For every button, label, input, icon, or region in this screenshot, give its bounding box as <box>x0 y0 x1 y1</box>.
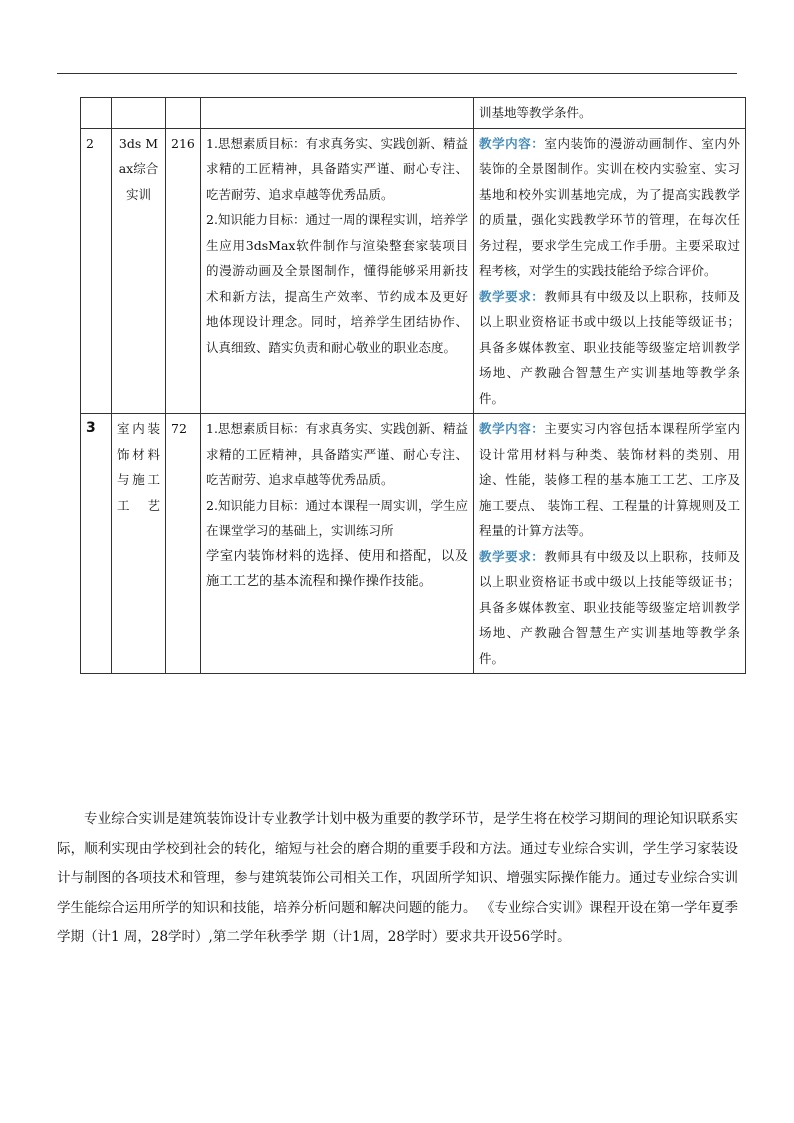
teaching-content <box>479 131 740 284</box>
goal-line: 1.思想素质目标：有求真务实、实践创新、精益求精的工匠精神，具备踏实严谨、耐心专注、吃苦耐劳、追求卓越等优秀品质。 <box>206 421 468 487</box>
course-name-cell <box>112 98 166 129</box>
course-goal-cell <box>201 414 474 674</box>
course-no-cell: 3 <box>81 414 112 674</box>
goal-line: 学室内装饰材料的选择、使用和搭配，以及施工工艺的基本流程和操作操作技能。 <box>206 548 468 589</box>
goal-line: 2.知识能力目标：通过一周的课程实训，培养学生应用3dsMax软件制作与渲染整套家装项目的漫游动画及全景图制作，懂得能够采用新技术和新方法，提高生产效率、节约成本及更好地体现设计理念。同时，培养学生团结协作、认真细致、踏实负责和耐心敬业的职业态度。 <box>206 212 468 355</box>
plan-text: 训基地等教学条件。 <box>479 105 592 120</box>
body-paragraph: 专业综合实训是建筑装饰设计专业教学计划中极为重要的教学环节，是学生将在校学习期间的理论知识联系实际，顺利实现由学校到社会的转化，缩短与社会的磨合期的重要手段和方法。通过专业综合实训，学生学习家装设计与制图的各项技术和管理，参与建筑装饰公司相关工作，巩固所学知识、增强实际操作能力。通过专业综合实训学生能综合运用所学的知识和技能，培养分析问题和解决问题的能力。 《专业综合实训》课程开设在第一学年夏季学期（计1 周，28学时）,第二学年秋季学 期（计1周，28学时）要求共开设56学时。 <box>57 811 738 945</box>
course-no-cell: 2 <box>81 128 112 414</box>
teaching-requirement <box>479 544 740 672</box>
teaching-content-text: 主要实习内容包括本课程所学室内设计常用材料与种类、装饰材料的类别、用途、性能，装修工程的基本施工工艺、工序及施工要点、 装饰工程、工程量的计算规则及工程量的计算方法等。 <box>479 421 740 538</box>
course-hours-cell: 72 <box>166 414 201 674</box>
course-hours-cell <box>166 98 201 129</box>
teaching-content <box>479 416 740 544</box>
teaching-requirement-label: 教学要求： <box>479 548 545 564</box>
header-rule <box>57 73 737 74</box>
course-table <box>80 97 746 674</box>
course-plan-cell <box>474 98 746 129</box>
table-row <box>81 98 746 129</box>
teaching-requirement-text: 教师具有中级及以上职称，技师及以上职业资格证书或中级以上技能等级证书；具备多媒体教室、职业技能等级鉴定培训教学场地、产教融合智慧生产实训基地等教学条件。 <box>479 548 740 666</box>
course-hours-cell: 216 <box>166 128 201 414</box>
course-plan-cell <box>474 128 746 414</box>
course-goal-cell <box>201 98 474 129</box>
goal-line: 1.思想素质目标：有求真务实、实践创新、精益求精的工匠精神，具备踏实严谨、耐心专注、吃苦耐劳、追求卓越等优秀品质。 <box>206 135 468 202</box>
course-no-cell <box>81 98 112 129</box>
teaching-content-label: 教学内容： <box>479 421 545 436</box>
teaching-content-label: 教学内容： <box>479 135 545 151</box>
teaching-requirement-text: 教师具有中级及以上职称，技师及以上职业资格证书或中级以上技能等级证书；具备多媒体教室、职业技能等级鉴定培训教学场地、产教融合智慧生产实训基地等教学条件。 <box>479 288 740 406</box>
teaching-requirement-label: 教学要求： <box>479 288 545 304</box>
course-name-cell: 室内装饰材料与施工工艺 <box>112 414 166 674</box>
course-goal-cell <box>201 128 474 414</box>
teaching-requirement <box>479 284 740 412</box>
teaching-content-text: 室内装饰的漫游动画制作、室内外装饰的全景图制作。实训在校内实验室、实习基地和校外实训基地完成，为了提高实践教学的质量，强化实践教学环节的管理，在每次任务过程，要求学生完成工作手册。主要采取过程考核，对学生的实践技能给予综合评价。 <box>479 135 740 278</box>
goal-line: 2.知识能力目标：通过本课程一周实训，学生应在课堂学习的基础上，实训练习所 <box>206 497 468 538</box>
table-row <box>81 414 746 674</box>
course-plan-cell <box>474 414 746 674</box>
course-name-cell: 3ds Max综合实训 <box>112 128 166 414</box>
table-row <box>81 128 746 414</box>
